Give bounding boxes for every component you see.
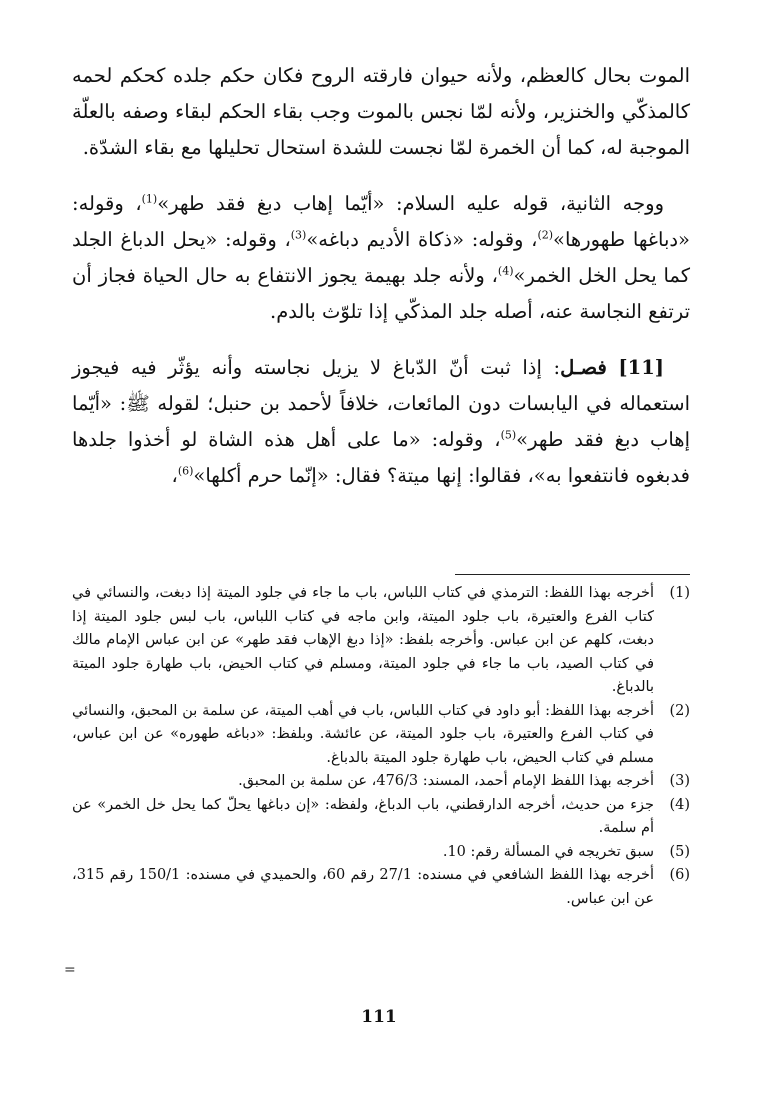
paragraph-2-part-a: ووجه الثانية، قوله عليه السلام: «أيّما إهاب دبغ فقد طهر»: [157, 192, 664, 215]
paragraph-1: الموت بحال كالعظم، ولأنه حيوان فارقته الروح فكان حكم جلده كحكم لحمه كالمذكّي والخنزير، ولأنه لمّا نجس بالموت وجب بقاء الحكم لبقاء وصفه بالعلّة الموجبة له، كما أن الخمرة لمّا نجست للشدة استحال تحليلها مع بقاء الشدّة.: [72, 64, 690, 159]
footnote-ref-3[interactable]: (3): [290, 228, 307, 242]
footnote-ref-4[interactable]: (4): [497, 264, 514, 278]
footnote-ref-2[interactable]: (2): [537, 228, 554, 242]
footnote-number: (1): [669, 585, 690, 601]
paragraph-2: [72, 186, 690, 330]
main-body: [72, 58, 690, 494]
paragraph-2-part-b: ، وقوله: «دباغها طهورها»: [72, 192, 690, 251]
paragraph-3-part-b: ، وقوله: «ما على أهل هذه الشاة لو أخذوا جلدها فدبغوه فانتفعوا به»، فقالوا: إنها ميتة؟ فقال: «إنّما حرم أكلها»: [72, 428, 690, 487]
paragraph-3-part-a: : إذا ثبت أنّ الدّباغ لا يزيل نجاسته وأنه يؤثّر فيه فيجوز استعماله في اليابسات دون المائعات، خلافاً لأحمد بن حنبل؛ لقوله ﷺ: «أيّما إهاب دبغ فقد طهر»: [72, 356, 690, 451]
paragraph-2-part-c: ، وقوله: «ذكاة الأديم دباغه»: [306, 228, 538, 251]
footnote-text: سبق تخريجه في المسألة رقم: 10.: [442, 843, 654, 860]
footnote-ref-6[interactable]: (6): [177, 464, 194, 478]
footnote-divider: [455, 574, 690, 575]
footnote-number: (4): [669, 796, 690, 813]
footnote-2: [72, 700, 690, 771]
footnote-ref-5[interactable]: (5): [500, 428, 517, 442]
page-number: 111: [361, 1007, 397, 1027]
footnote-text: جزء من حديث، أخرجه الدارقطني، باب الدباغ، ولفظه: «إن دباغها يحلّ كما يحل خل الخمر» عن أم سلمة.: [72, 796, 654, 836]
footnote-ref-1[interactable]: (1): [141, 192, 158, 206]
footnote-number: (3): [669, 773, 690, 789]
paragraph-2-part-d: ، وقوله: «يحل الدباغ الجلد كما يحل الخل الخمر»: [72, 228, 690, 287]
footnote-number: (6): [669, 867, 690, 883]
footnote-text: أخرجه بهذا اللفظ: الترمذي في كتاب اللباس، باب ما جاء في جلود الميتة إذا دبغت، والنسائي في كتاب الفرع والعتيرة، باب جلود الميتة، وابن ماجه في كتاب اللباس، باب لبس جلود الميتة إذا دبغت، كلهم عن ابن عباس. وأخرجه بلفظ: «إذا دبغ الإهاب فقد طهر» عن ابن عباس الإمام مالك في كتاب الصيد، باب ما جاء في جلود الميتة، ومسلم في كتاب الحيض، باب طهارة جلود الميتة بالدباغ.: [72, 585, 654, 695]
paragraph-3: [72, 350, 690, 494]
main-text: [72, 58, 690, 494]
footnotes: [72, 582, 690, 911]
footnote-6: [72, 864, 690, 911]
paragraph-3-part-c: ،: [171, 464, 178, 487]
footnote-1: [72, 582, 690, 700]
footnote-text: أخرجه بهذا اللفظ الشافعي في مسنده: 27/1 رقم 60، والحميدي في مسنده: 150/1 رقم 315، عن ابن عباس.: [72, 867, 654, 907]
footnote-text: أخرجه بهذا اللفظ: أبو داود في كتاب اللباس، باب في أهب الميتة، عن سلمة بن المحبق، والنسائي في كتاب الفرع والعتيرة، باب جلود الميتة، عن عائشة. وبلفظ: «دباغه طهوره» عن ابن عباس، مسلم في كتاب الحيض، باب طهارة جلود الميتة بالدباغ.: [72, 702, 654, 766]
footnote-4: [72, 794, 690, 841]
footnote-text: أخرجه بهذا اللفظ الإمام أحمد، المسند: 476/3، عن سلمة بن المحبق.: [238, 773, 654, 789]
paragraph-2-part-e: ، ولأنه جلد بهيمة يجوز الانتفاع به حال الحياة فجاز أن ترتفع النجاسة عنه، أصله جلد المذكّي إذا تلوّث بالدم.: [72, 264, 690, 323]
footnote-3: [72, 770, 690, 794]
continuation-mark: =: [64, 962, 76, 978]
footnote-5: [72, 841, 690, 865]
footnote-number: (2): [669, 702, 690, 719]
footnote-number: (5): [669, 843, 690, 860]
section-number: [11]: [618, 356, 664, 379]
section-heading: فصـل: [560, 356, 607, 379]
